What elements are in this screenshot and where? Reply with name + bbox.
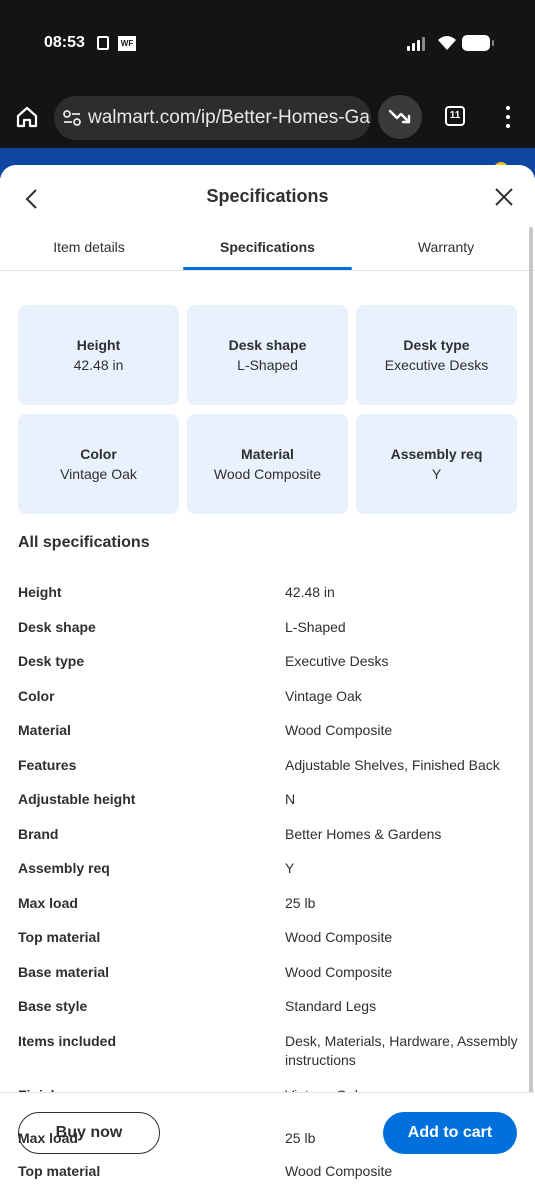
spec-card-label: Height (76, 337, 121, 353)
spec-row (18, 894, 518, 929)
spec-value: Better Homes & Gardens (285, 825, 442, 842)
spec-row (18, 928, 518, 963)
spec-card (18, 305, 179, 405)
tab-specifications[interactable]: Specifications (220, 239, 315, 255)
spec-value: Standard Legs (285, 998, 377, 1014)
url-text: walmart.com/ip/Better-Homes-Ga (88, 107, 370, 128)
spec-card (18, 414, 179, 514)
spec-row (18, 825, 518, 860)
more-icon[interactable] (502, 106, 514, 130)
spec-card-label: Desk type (403, 337, 470, 353)
all-specifications-heading: All specifications (18, 534, 150, 551)
spec-card-value: Vintage Oak (60, 466, 137, 482)
spec-value: Wood Composite (285, 1162, 393, 1179)
spec-row (18, 618, 518, 653)
spec-row (18, 859, 518, 894)
notification-icon (97, 36, 109, 50)
spec-row (18, 652, 518, 687)
browser-toolbar (0, 88, 535, 148)
status-bar (0, 0, 535, 88)
spec-value: N (285, 791, 296, 807)
spec-card (356, 414, 517, 514)
site-settings-icon[interactable] (62, 109, 82, 127)
spec-row (18, 687, 518, 722)
active-tab-indicator (183, 267, 352, 270)
spec-value: Vintage Oak (285, 687, 362, 704)
spec-row (18, 1032, 518, 1086)
spec-value: Wood Composite (285, 722, 393, 738)
spec-value: Y (285, 860, 295, 876)
spec-key: Max load (18, 1130, 78, 1146)
spec-key: Assembly req (18, 860, 110, 876)
spec-card-label: Desk shape (228, 337, 307, 353)
spec-card-label: Color (80, 446, 117, 462)
specifications-modal (0, 165, 535, 1200)
battery-icon (462, 35, 490, 51)
trending-down-icon (388, 107, 412, 127)
tab-warranty[interactable]: Warranty (417, 239, 475, 255)
spec-key: Color (18, 687, 55, 704)
spec-value: Executive Desks (285, 653, 389, 669)
spec-key: Height (18, 584, 62, 600)
overlapping-specifications-list (18, 1129, 518, 1196)
modal-title: Specifications (206, 186, 329, 206)
app-badge: WF (118, 36, 136, 51)
spec-row (18, 1162, 518, 1197)
spec-card (187, 305, 348, 405)
spec-key: Top material (18, 929, 101, 945)
tab-item-details[interactable]: Item details (53, 239, 125, 255)
spec-key: Items included (18, 1032, 117, 1049)
spec-value: 25 lb (285, 894, 316, 911)
spec-key: Top material (18, 1162, 101, 1179)
signal-icon (407, 37, 431, 51)
spec-key: Desk shape (18, 618, 96, 635)
spec-card-value: Y (431, 466, 442, 482)
spec-card-label: Material (241, 446, 294, 462)
spec-row (18, 721, 518, 756)
spec-key: Features (18, 756, 77, 773)
spec-card-value: L-Shaped (237, 357, 298, 373)
spec-row (18, 1129, 518, 1162)
spec-key: Material (18, 722, 71, 738)
spec-row (18, 756, 518, 791)
spec-card-value: 42.48 in (73, 357, 124, 373)
spec-value: Adjustable Shelves, Finished Back (285, 756, 500, 773)
home-icon[interactable] (14, 104, 40, 130)
spec-card-label: Assembly req (390, 446, 483, 462)
spec-key: Brand (18, 825, 59, 842)
scrollbar[interactable] (529, 227, 533, 1097)
address-bar[interactable] (54, 96, 371, 140)
spec-value: Wood Composite (285, 963, 393, 980)
close-icon[interactable] (492, 185, 516, 209)
price-tracking-button[interactable] (378, 95, 422, 139)
spec-value: Wood Composite (285, 929, 393, 945)
spec-card-value: Wood Composite (213, 466, 322, 482)
status-time: 08:53 (44, 34, 85, 51)
spec-row (18, 963, 518, 998)
spec-value: 42.48 in (285, 584, 335, 600)
spec-key: Desk type (18, 653, 85, 669)
spec-card-value: Executive Desks (384, 357, 489, 373)
spec-row (18, 583, 518, 618)
add-to-cart-button[interactable]: Add to cart (383, 1112, 517, 1154)
wifi-icon (437, 35, 457, 51)
spec-row (18, 790, 518, 825)
spec-key: Base material (18, 963, 110, 980)
spec-key: Adjustable height (18, 791, 136, 807)
specifications-list (18, 583, 518, 1120)
spec-card (187, 414, 348, 514)
spec-key: Base style (18, 998, 88, 1014)
spec-value: 25 lb (285, 1130, 316, 1146)
spec-card (356, 305, 517, 405)
tab-bar (0, 227, 535, 271)
spec-value: Desk, Materials, Hardware, Assembly instructions (285, 1032, 518, 1068)
tabs-icon[interactable]: 11 (445, 106, 465, 126)
buy-now-button[interactable]: Buy now (18, 1112, 160, 1154)
spec-value: L-Shaped (285, 618, 346, 635)
spec-key: Max load (18, 894, 78, 911)
spec-row (18, 997, 518, 1032)
